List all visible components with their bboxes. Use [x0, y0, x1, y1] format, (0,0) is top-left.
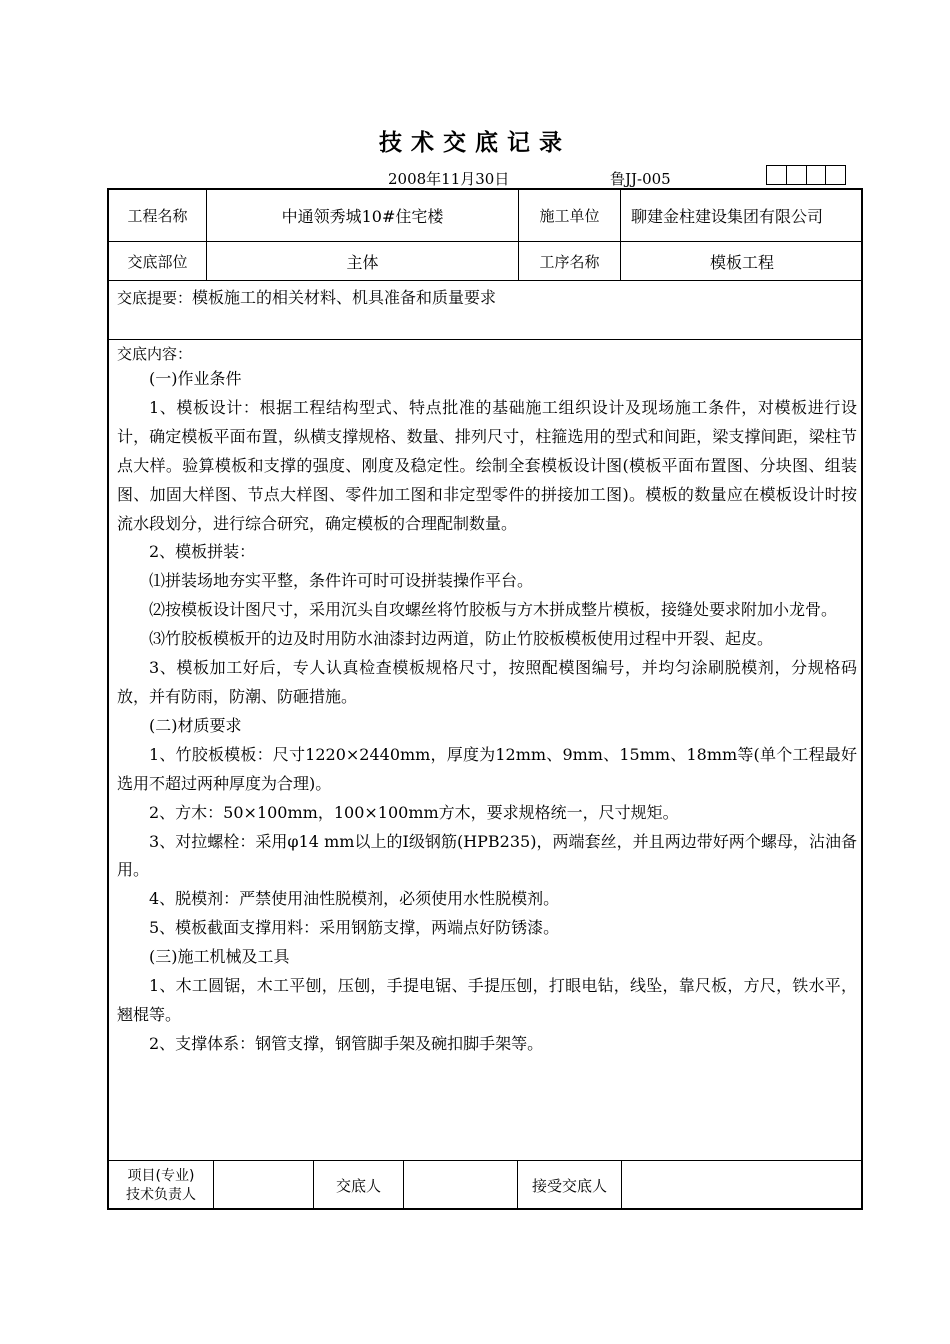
presenter-label: 交底人 [335, 1177, 381, 1195]
tech-lead-signature[interactable] [214, 1161, 313, 1210]
receiver-signature[interactable] [622, 1161, 863, 1210]
document-title: 技术交底记录 [379, 130, 571, 156]
content-heading: (三)施工机械及工具 [149, 947, 290, 967]
archive-box [826, 166, 845, 184]
content-paragraph: 1、竹胶板模板：尺寸1220×2440mm，厚度为12mm、9mm、15mm、18mm等(单个工程最好选用不超过两种厚度为合理)。 [117, 744, 857, 793]
row-divider [109, 280, 861, 281]
content-paragraph: 5、模板截面支撑用料：采用钢筋支撑，两端点好防锈漆。 [149, 918, 560, 938]
process-value: 模板工程 [709, 252, 774, 272]
archive-box [807, 166, 827, 184]
content-paragraph: 4、脱模剂：严禁使用油性脱模剂，必须使用水性脱模剂。 [149, 889, 560, 909]
tech-lead-label-line1: 项目(专业) [127, 1167, 195, 1184]
process-label: 工序名称 [539, 252, 600, 271]
content-label: 交底内容： [117, 345, 193, 363]
archive-box [787, 166, 807, 184]
content-paragraph: 1、木工圆锯，木工平刨，压刨，手提电锯、手提压刨，打眼电钻，线坠，靠尺板，方尺，铁水平，翘棍等。 [117, 976, 857, 1024]
section-value: 主体 [346, 252, 379, 272]
tech-lead-label-line2: 技术负责人 [126, 1186, 196, 1203]
section-label: 交底部位 [127, 252, 188, 271]
presenter-signature[interactable] [404, 1161, 517, 1210]
summary-row [117, 285, 496, 308]
content-paragraph: 2、模板拼装： [149, 542, 256, 562]
content-paragraph: ⑴拼装场地夯实平整，条件许可时可设拼装操作平台。 [149, 571, 534, 591]
content-heading: (一)作业条件 [149, 369, 242, 388]
content-paragraph: 1、模板设计：根据工程结构型式、特点批准的基础施工组织设计及现场施工条件，对模板进行设计，确定模板平面布置，纵横支撑规格、数量、排列尺寸，柱箍选用的型式和间距，梁支撑间距，梁柱节点大样。验算模板和支撑的强度、刚度及稳定性。绘制全套模板设计图(模板平面布置图、分块图、组装图、加固大样图、节点大样图、零件加工图和非定型零件的拼接加工图)。模板的数量应在模板设计时按流水段划分，进行综合研究，确定模板的合理配制数量。 [117, 397, 857, 533]
content-paragraph: 3、模板加工好后，专人认真检查模板规格尺寸，按照配模图编号，并均匀涂刷脱模剂，分规格码放，并有防雨，防潮、防砸措施。 [117, 658, 857, 706]
content-paragraph: 2、方木：50×100mm，100×100mm方木，要求规格统一，尺寸规矩。 [149, 802, 679, 822]
project-name-value: 中通领秀城10#住宅楼 [281, 207, 444, 226]
project-name-label: 工程名称 [127, 207, 188, 225]
content-paragraph: ⑶竹胶板模板开的边及时用防水油漆封边两道，防止竹胶板模板使用过程中开裂、起皮。 [149, 629, 774, 649]
content-paragraph: 3、对拉螺栓：采用φ14 mm以上的Ⅰ级钢筋(HPB235)，两端套丝，并且两边带好两个螺母，沾油备用。 [117, 831, 857, 880]
archive-box [767, 166, 787, 184]
record-date: 2008年11月30日 [388, 170, 510, 188]
receiver-label: 接受交底人 [531, 1177, 607, 1195]
summary-text: 模板施工的相关材料、机具准备和质量要求 [192, 288, 497, 307]
form-code: 鲁JJ-005 [610, 170, 671, 188]
archive-number-boxes [766, 165, 846, 185]
row-divider [109, 339, 861, 340]
content-paragraph: 2、支撑体系：钢管支撑，钢管脚手架及碗扣脚手架等。 [149, 1033, 544, 1053]
contractor-value: 聊建金柱建设集团有限公司 [631, 207, 824, 226]
record-table [107, 188, 863, 1210]
contractor-label: 施工单位 [539, 207, 600, 225]
summary-label: 交底提要： [117, 289, 193, 307]
content-heading: (二)材质要求 [149, 715, 242, 735]
content-section [117, 343, 857, 1059]
content-paragraph: ⑵按模板设计图尺寸，采用沉头自攻螺丝将竹胶板与方木拼成整片模板，接缝处要求附加小龙骨。 [149, 600, 838, 620]
tech-lead-label [109, 1161, 213, 1210]
